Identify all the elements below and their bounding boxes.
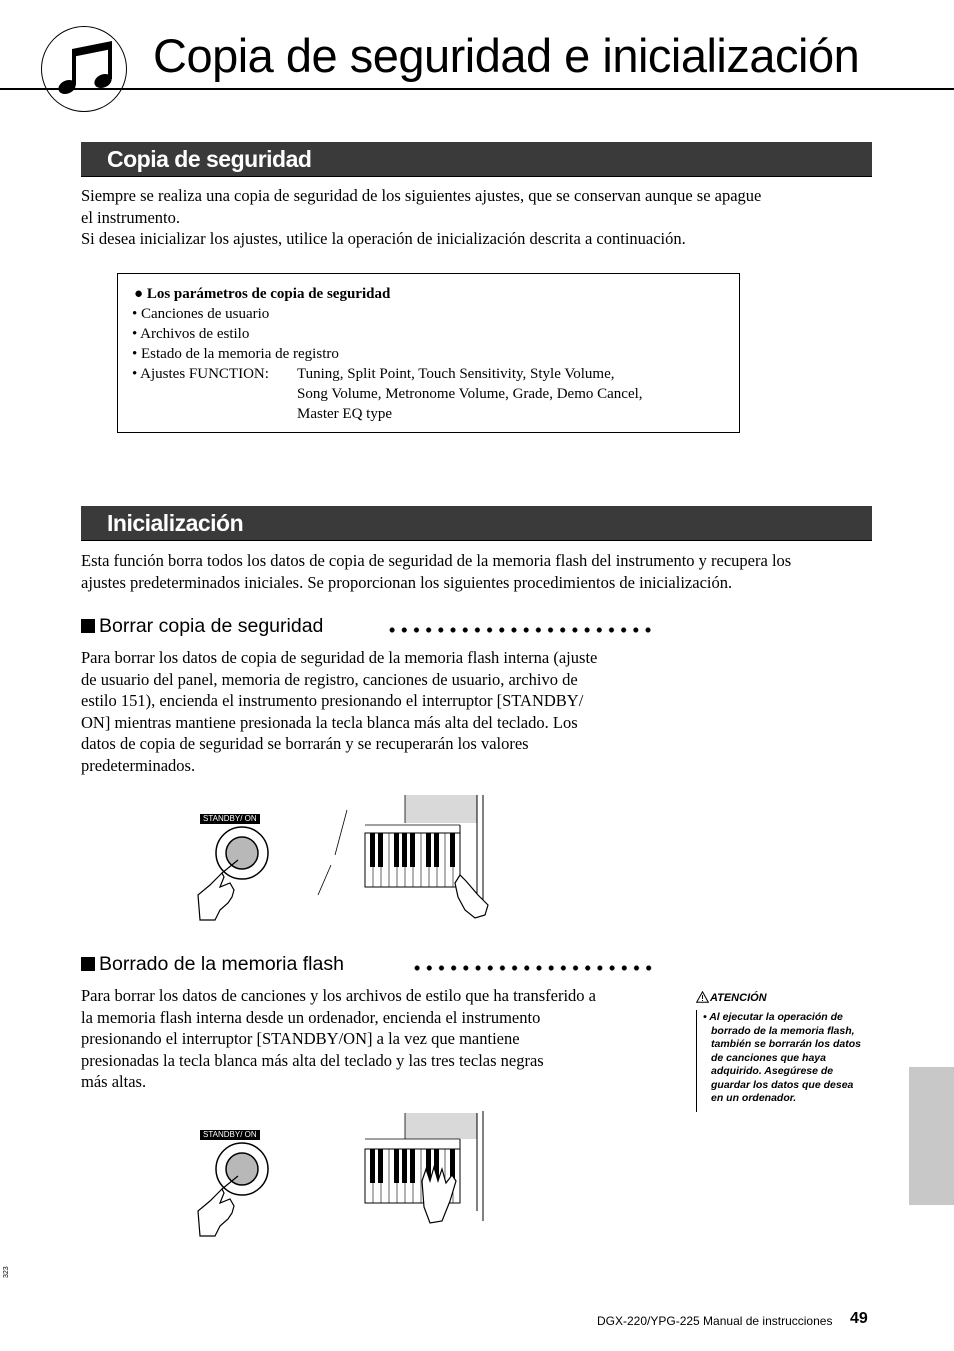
function-line: Song Volume, Metronome Volume, Grade, Demo Cancel, — [297, 386, 643, 402]
dotted-leader — [386, 627, 656, 633]
list-item: • Canciones de usuario — [132, 306, 270, 322]
text-line: la memoria flash interna desde un ordenador, encienda el instrumento — [81, 1007, 541, 1027]
section-header-backup — [81, 142, 872, 177]
text-line: datos de copia de seguridad se borrarán y se recuperarán los valores — [81, 734, 529, 753]
text-line: borrado de la memoria flash, — [711, 1024, 855, 1037]
standby-button — [226, 837, 258, 869]
text-line: Para borrar los datos de copia de seguridad de la memoria flash interna (ajuste — [81, 648, 598, 667]
text-line: adquirido. Asegúrese de — [711, 1065, 834, 1077]
init-intro-line: Esta función borra todos los datos de copia de seguridad de la memoria flash del instrumento y recupera los — [81, 551, 792, 570]
text-line: también se borrarán los datos — [711, 1038, 861, 1050]
text-line: guardar los datos que desea — [711, 1078, 854, 1091]
text-line: ON] mientras mantiene presionada la tecla blanca más alta del teclado. Los — [81, 712, 578, 732]
subheading-clear-backup: Borrar copia de seguridad — [81, 614, 323, 638]
chapter-tab — [909, 1067, 954, 1205]
clear-backup-text — [81, 647, 597, 776]
title-rule — [0, 88, 954, 90]
side-code: 323 — [3, 1266, 10, 1278]
backup-intro-line: Siempre se realiza una copia de seguridad de los siguientes ajustes, que se conservan aunque se apague — [81, 186, 762, 205]
page-title: Copia de seguridad e inicialización — [153, 29, 860, 82]
backup-intro — [81, 185, 761, 250]
function-label: • Ajustes FUNCTION: — [132, 366, 269, 382]
backup-parameters-box — [117, 273, 740, 433]
illustration-clear-backup — [180, 795, 500, 925]
standby-label: STANDBY/ ON — [200, 1130, 260, 1140]
text-line: predeterminados. — [81, 755, 196, 775]
list-item: • Archivos de estilo — [132, 326, 250, 342]
dotted-leader — [411, 965, 656, 971]
square-bullet-icon — [81, 619, 95, 633]
footer-manual: DGX-220/YPG-225 Manual de instrucciones — [597, 1314, 833, 1328]
text-line: presionadas la tecla blanca más alta del teclado y las tres teclas negras — [81, 1050, 544, 1070]
subheading-flash-clear: Borrado de la memoria flash — [81, 952, 344, 976]
section-header-init — [81, 506, 872, 541]
backup-intro-line: el instrumento. — [81, 207, 180, 227]
text-line: Para borrar los datos de canciones y los archivos de estilo que ha transferido a — [81, 986, 596, 1005]
text-line: más altas. — [81, 1072, 147, 1091]
finger-hand-icon — [198, 1189, 234, 1236]
attention-label: ATENCIÓN — [710, 992, 767, 1004]
text-line: estilo 151), encienda el instrumento presionando el interruptor [STANDBY/ — [81, 691, 584, 710]
bullet-dot-icon: ● — [134, 286, 144, 302]
music-note-badge — [41, 26, 127, 112]
text-line: de canciones que haya — [711, 1051, 826, 1064]
warning-triangle-icon — [696, 991, 709, 1003]
section-heading-init: Inicialización — [107, 510, 244, 536]
text-line: presionando el interruptor [STANDBY/ON] a la vez que mantiene — [81, 1029, 520, 1048]
flash-clear-text — [81, 985, 596, 1093]
init-intro — [81, 550, 791, 593]
list-item: • Estado de la memoria de registro — [132, 346, 339, 362]
backup-intro-line: Si desea inicializar los ajustes, utilice la operación de inicialización descrita a continuación. — [81, 229, 686, 248]
illustration-flash-clear — [180, 1111, 500, 1241]
standby-label: STANDBY/ ON — [200, 814, 260, 824]
init-intro-line: ajustes predeterminados iniciales. Se proporcionan los siguientes procedimientos de inicialización. — [81, 572, 733, 592]
finger-hand-icon — [198, 873, 234, 920]
function-line: Tuning, Split Point, Touch Sensitivity, Style Volume, — [297, 366, 615, 382]
attention-text — [703, 1011, 883, 1106]
backup-box-title: ● Los parámetros de copia de seguridad — [134, 286, 391, 302]
function-line: Master EQ type — [297, 406, 392, 422]
standby-button — [226, 1153, 258, 1185]
attention-rule — [696, 1010, 697, 1112]
beamed-notes-icon — [42, 27, 128, 113]
page-number: 49 — [850, 1310, 868, 1327]
text-line: en un ordenador. — [711, 1092, 797, 1104]
text-line: • Al ejecutar la operación de — [703, 1011, 843, 1023]
section-heading-backup: Copia de seguridad — [107, 146, 312, 172]
square-bullet-icon — [81, 957, 95, 971]
text-line: de usuario del panel, memoria de registro, canciones de usuario, archivo de — [81, 669, 578, 689]
